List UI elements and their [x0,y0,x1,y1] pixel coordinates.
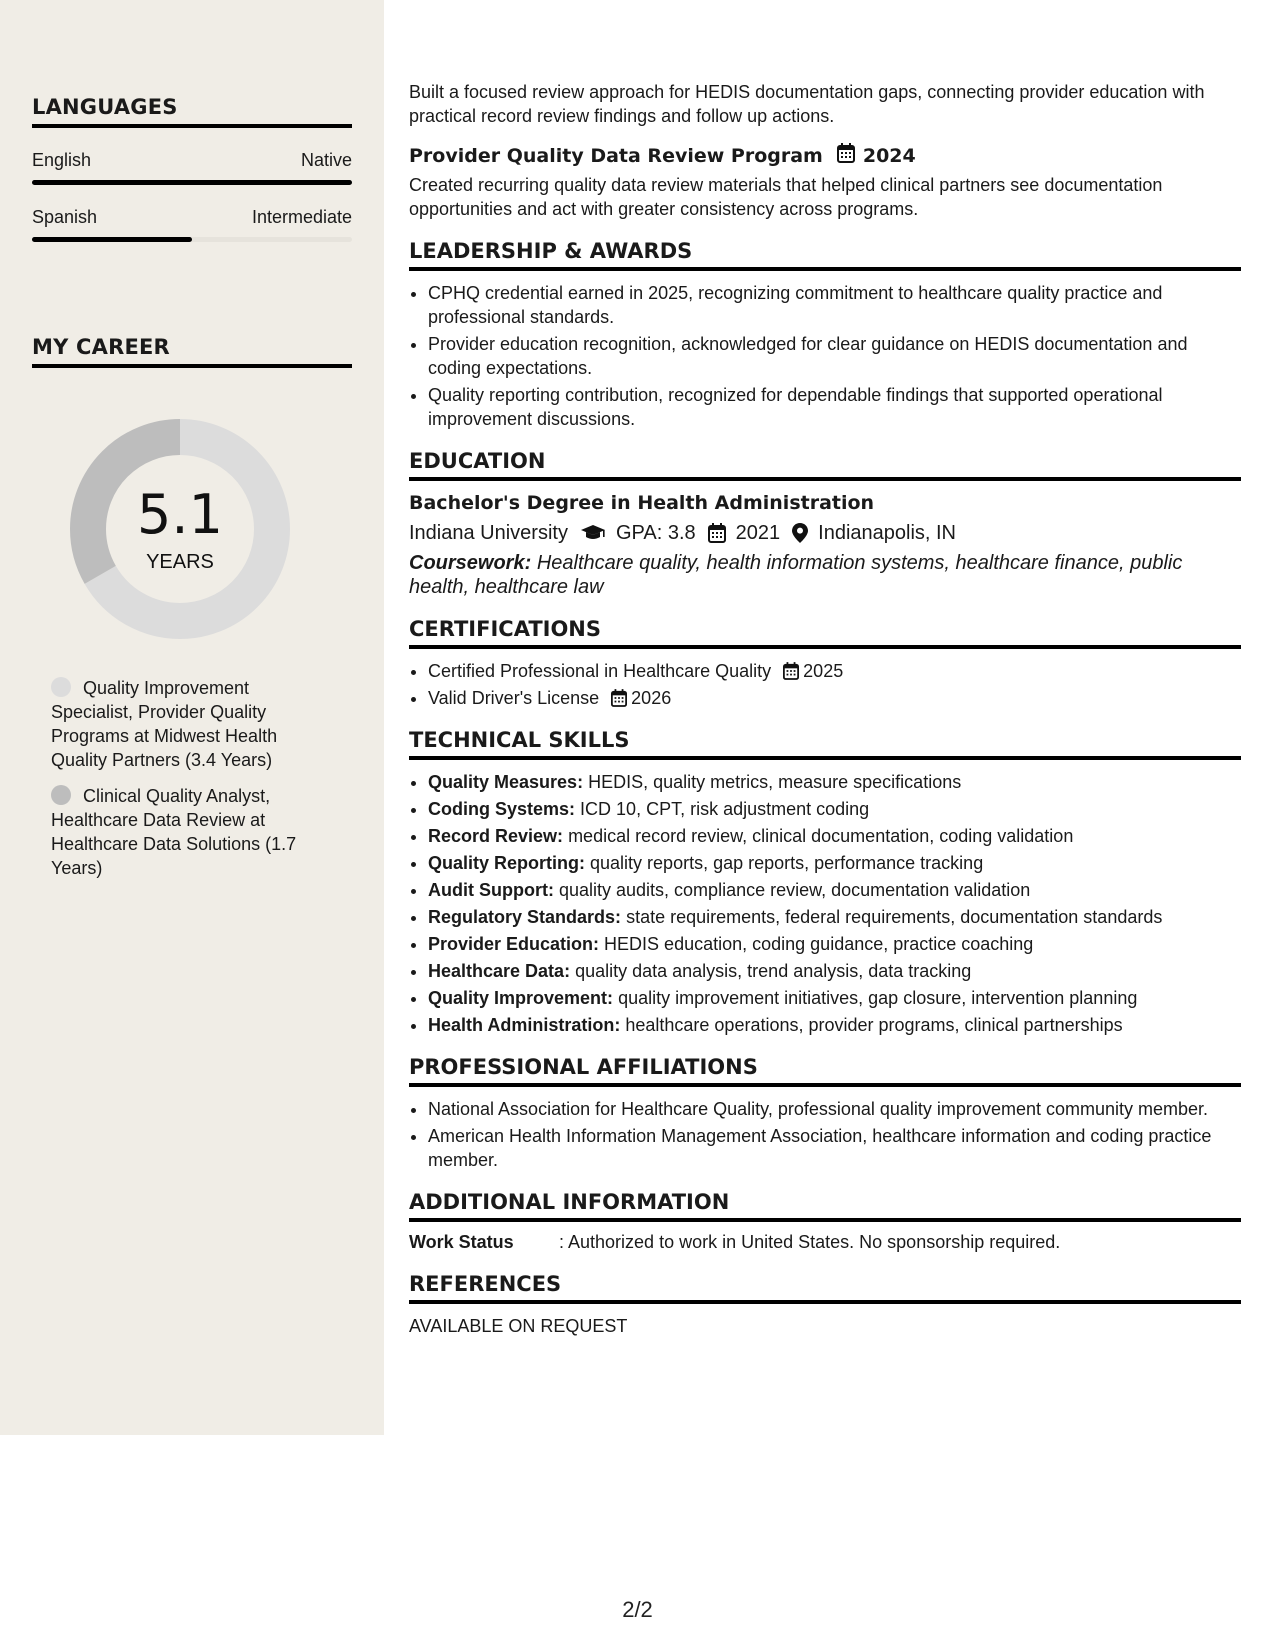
skill-item [428,824,1241,848]
education-gpa: GPA: 3.8 [615,522,696,544]
skill-label: Coding Systems: [428,799,576,819]
certification-name: • Valid Driver's License [428,688,600,708]
project-title-row [409,143,1241,169]
sidebar [0,0,384,1435]
leadership-heading: LEADERSHIP & AWARDS [409,239,1241,271]
references-text: AVAILABLE ON REQUEST [409,1316,628,1336]
leadership-list [409,281,1241,431]
calendar-icon [708,523,726,543]
language-level: Native [300,150,352,170]
references-heading: REFERENCES [409,1272,1241,1304]
calendar-icon [783,662,799,680]
language-proficiency-fill [32,180,352,185]
coursework-label: Coursework: [409,552,532,574]
language-name: English [32,150,92,170]
skill-item [428,959,1241,983]
career-years-label: YEARS [146,551,214,573]
project-title: Provider Quality Data Review Program [409,145,823,167]
career-legend [51,676,321,892]
skill-label: Quality Improvement: [428,988,614,1008]
career-section [32,335,352,368]
career-donut-chart [66,415,294,643]
work-status-value: : Authorized to work in United States. No sponsorship required. [559,1232,1061,1252]
legend-dot [51,785,71,805]
skill-item [428,1013,1241,1037]
skill-value: HEDIS education, coding guidance, practice coaching [604,934,1034,954]
education-heading: EDUCATION [409,449,1241,481]
language-item [32,207,352,242]
skill-item [428,770,1241,794]
certification-item [428,659,1241,683]
education-location: Indianapolis, IN [818,522,957,544]
language-name: Spanish [32,207,98,227]
languages-section [32,95,352,242]
skill-label: Regulatory Standards: [428,907,622,927]
education-year: 2021 [735,522,781,544]
work-status-row [409,1230,1241,1254]
language-proficiency-fill [32,237,192,242]
main-content [409,80,1241,1338]
graduation-cap-icon [580,524,606,542]
education-meta [409,521,1241,545]
project-year: 2024 [862,145,916,167]
skill-value: quality improvement initiatives, gap closure, intervention planning [618,988,1138,1008]
certifications-heading: CERTIFICATIONS [409,617,1241,649]
affiliations-list [409,1097,1241,1172]
skill-label: Record Review: [428,826,564,846]
affiliation-item: • National Association for Healthcare Quality, professional quality improvement community member. [428,1097,1241,1121]
skills-list [409,770,1241,1037]
certification-year: 2026 [631,688,672,708]
skill-item [428,878,1241,902]
page-number: 2/2 [622,1597,653,1622]
career-legend-label: Clinical Quality Analyst, Healthcare Data Review at Healthcare Data Solutions (1.7 Years) [51,786,297,878]
skill-value: medical record review, clinical documentation, coding validation [568,826,1074,846]
donut-center [66,415,294,643]
leadership-item: • Quality reporting contribution, recognized for dependable findings that supported operational improvement discussions. [428,383,1241,431]
skill-item [428,905,1241,929]
skill-value: ICD 10, CPT, risk adjustment coding [580,799,870,819]
skill-label: Quality Reporting: [428,853,585,873]
project-description: Created recurring quality data review materials that helped clinical partners see documentation opportunities and act with greater consistency across programs. [409,175,1163,219]
career-legend-label: Quality Improvement Specialist, Provider Quality Programs at Midwest Health Quality Partners (3.4 Years) [51,678,278,770]
skill-label: Quality Measures: [428,772,584,792]
certification-year: 2025 [803,661,844,681]
location-pin-icon [792,523,808,543]
career-total-years: 5.1 [137,483,223,546]
work-status-label: Work Status [409,1232,514,1252]
skill-value: quality data analysis, trend analysis, data tracking [575,961,972,981]
education-coursework [409,551,1241,599]
affiliations-heading: PROFESSIONAL AFFILIATIONS [409,1055,1241,1087]
career-legend-item [51,676,321,772]
calendar-icon [611,689,627,707]
certification-item [428,686,1241,710]
coursework-text: Healthcare quality, health information systems, healthcare finance, public health, healthcare law [409,552,1183,598]
language-level: Intermediate [251,207,352,227]
calendar-icon [837,143,855,169]
skill-label: Health Administration: [428,1015,621,1035]
certifications-list [409,659,1241,710]
education-school: Indiana University [409,522,568,544]
skill-value: quality audits, compliance review, documentation validation [558,880,1031,900]
skill-value: HEDIS, quality metrics, measure specifications [588,772,962,792]
career-heading: MY CAREER [32,335,352,368]
legend-dot [51,677,71,697]
skill-label: Provider Education: [428,934,600,954]
affiliation-item: • American Health Information Management Association, healthcare information and coding practice member. [428,1124,1241,1172]
skill-item [428,851,1241,875]
leadership-item: • Provider education recognition, acknowledged for clear guidance on HEDIS documentation and coding expectations. [428,332,1241,380]
skill-value: state requirements, federal requirements, documentation standards [626,907,1163,927]
intro-paragraph: Built a focused review approach for HEDIS documentation gaps, connecting provider education with practical record review findings and follow up actions. [409,82,1205,126]
career-legend-item [51,784,321,880]
language-proficiency-bar [32,180,352,185]
skill-value: healthcare operations, provider programs, clinical partnerships [625,1015,1123,1035]
education-degree: Bachelor's Degree in Health Administration [409,492,875,514]
language-proficiency-bar [32,237,352,242]
skills-heading: TECHNICAL SKILLS [409,728,1241,760]
skill-item [428,986,1241,1010]
language-item [32,150,352,185]
skill-label: Audit Support: [428,880,554,900]
certification-name: • Certified Professional in Healthcare Quality [428,661,772,681]
skill-value: quality reports, gap reports, performance tracking [590,853,984,873]
skill-label: Healthcare Data: [428,961,571,981]
leadership-item: • CPHQ credential earned in 2025, recognizing commitment to healthcare quality practice and professional standards. [428,281,1241,329]
skill-item [428,932,1241,956]
skill-item [428,797,1241,821]
languages-heading: LANGUAGES [32,95,352,128]
additional-info-heading: ADDITIONAL INFORMATION [409,1190,1241,1222]
